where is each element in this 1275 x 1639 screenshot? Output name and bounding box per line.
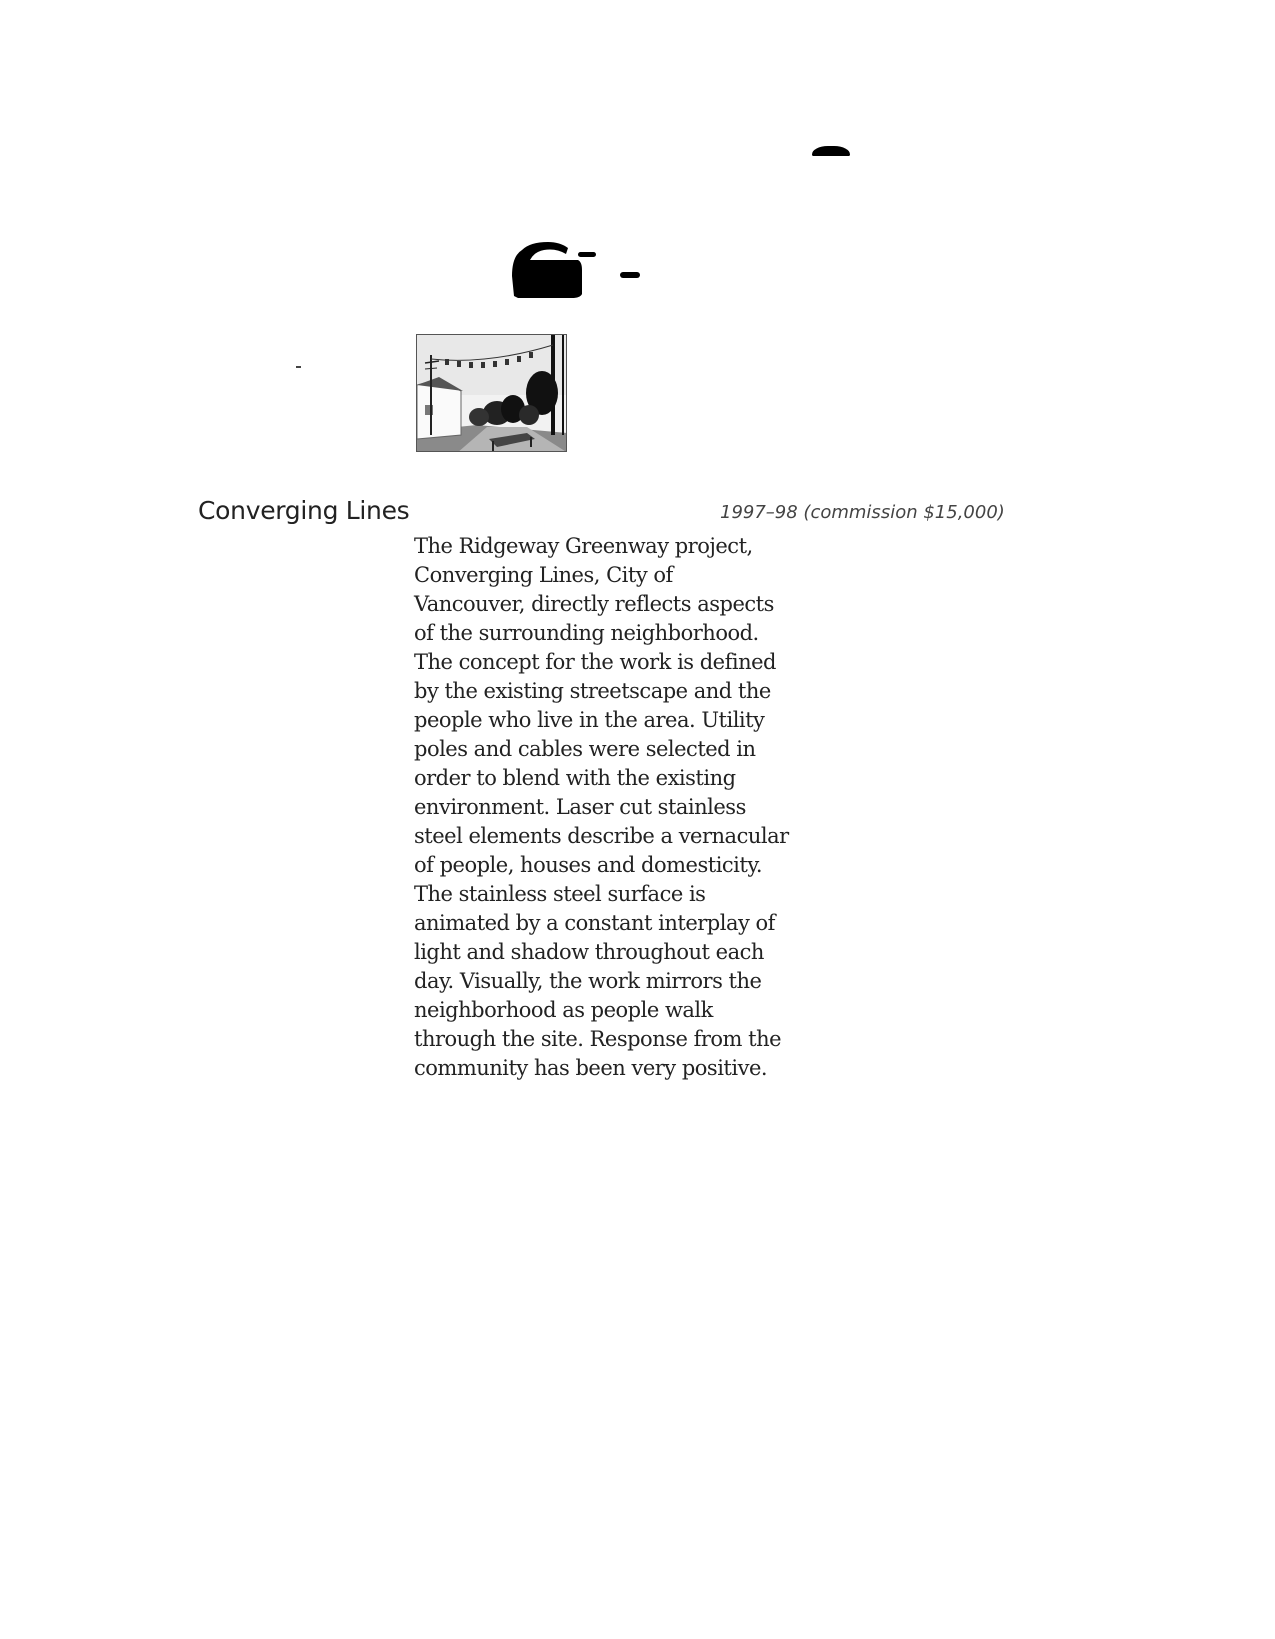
stray-mark bbox=[296, 366, 301, 368]
project-title: Converging Lines bbox=[198, 496, 410, 525]
description-line: through the site. Response from the bbox=[414, 1027, 782, 1051]
description-line: community has been very positive. bbox=[414, 1056, 768, 1080]
description-line: Vancouver, directly reflects aspects bbox=[414, 592, 774, 616]
description-line: animated by a constant interplay of bbox=[414, 911, 775, 935]
description-line: of the surrounding neighborhood. bbox=[414, 621, 759, 645]
description-line: The concept for the work is defined bbox=[414, 650, 776, 674]
description-line: neighborhood as people walk bbox=[414, 998, 713, 1022]
description-line: order to blend with the existing bbox=[414, 766, 736, 790]
project-description bbox=[414, 532, 789, 1083]
kettle-silhouette-graphic bbox=[508, 236, 588, 298]
redaction-mark bbox=[812, 146, 850, 156]
description-line: poles and cables were selected in bbox=[414, 737, 756, 761]
description-line: of people, houses and domesticity. bbox=[414, 853, 763, 877]
redaction-mark bbox=[620, 272, 640, 278]
description-line: day. Visually, the work mirrors the bbox=[414, 969, 762, 993]
description-line: Converging Lines, City of bbox=[414, 563, 673, 587]
redaction-mark bbox=[578, 252, 596, 257]
description-line: The stainless steel surface is bbox=[414, 882, 706, 906]
description-line: by the existing streetscape and the bbox=[414, 679, 771, 703]
description-line: light and shadow throughout each bbox=[414, 940, 764, 964]
greenway-photo bbox=[416, 334, 567, 452]
description-line: The Ridgeway Greenway project, bbox=[414, 534, 753, 558]
description-line: environment. Laser cut stainless bbox=[414, 795, 746, 819]
description-line: people who live in the area. Utility bbox=[414, 708, 765, 732]
description-line: steel elements describe a vernacular bbox=[414, 824, 789, 848]
project-date-commission: 1997–98 (commission $15,000) bbox=[720, 502, 1005, 523]
street-scene-image bbox=[417, 335, 567, 452]
